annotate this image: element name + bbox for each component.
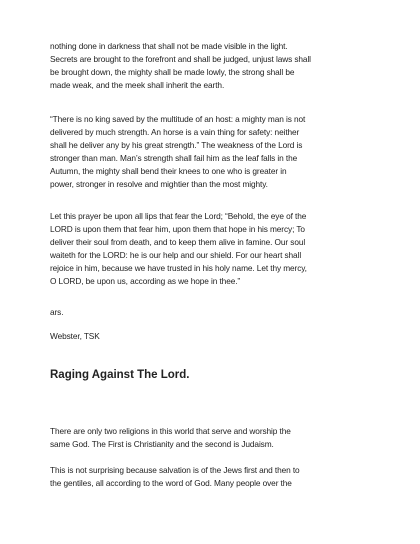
section-heading: Raging Against The Lord.: [50, 369, 190, 381]
paragraph-salvation: This is not surprising because salvation is of the Jews first and then to the gentiles, all according to the word of God. Many people over the: [50, 465, 300, 488]
paragraph-judgment: nothing done in darkness that shall not be made visible in the light. Secrets are brought to the forefront and shall be judged, unjust laws shall be brought down, the mighty shall be made lowly, the strong shall be made weak, and the meek shall inherit the earth.: [50, 41, 311, 90]
paragraph-no-king-saved: “There is no king saved by the multitude of an host: a mighty man is not delivered by much strength. An horse is a vain thing for safety: neither shall he deliver any by his great strength.” The weakness of the Lord is stronger than man. Man’s strength shall fail him as the leaf falls in the Autumn, the mighty shall bend their knees to one who is greater in power, stronger in resolve and mightier than the most mighty.: [50, 114, 306, 189]
source-citation: Webster, TSK: [50, 331, 100, 341]
paragraph-fragment: ars.: [50, 307, 64, 317]
paragraph-prayer: Let this prayer be upon all lips that fear the Lord; “Behold, the eye of the LORD is upon them that fear him, upon them that hope in his mercy; To deliver their soul from death, and to keep them alive in famine. Our soul waiteth for the LORD: he is our help and our shield. For our heart shall rejoice in him, because we have trusted in his holy name. Let thy mercy, O LORD, be upon us, according as we hope in thee.”: [50, 211, 307, 286]
paragraph-two-religions: There are only two religions in this world that serve and worship the same God. The First is Christianity and the second is Judaism.: [50, 426, 291, 449]
